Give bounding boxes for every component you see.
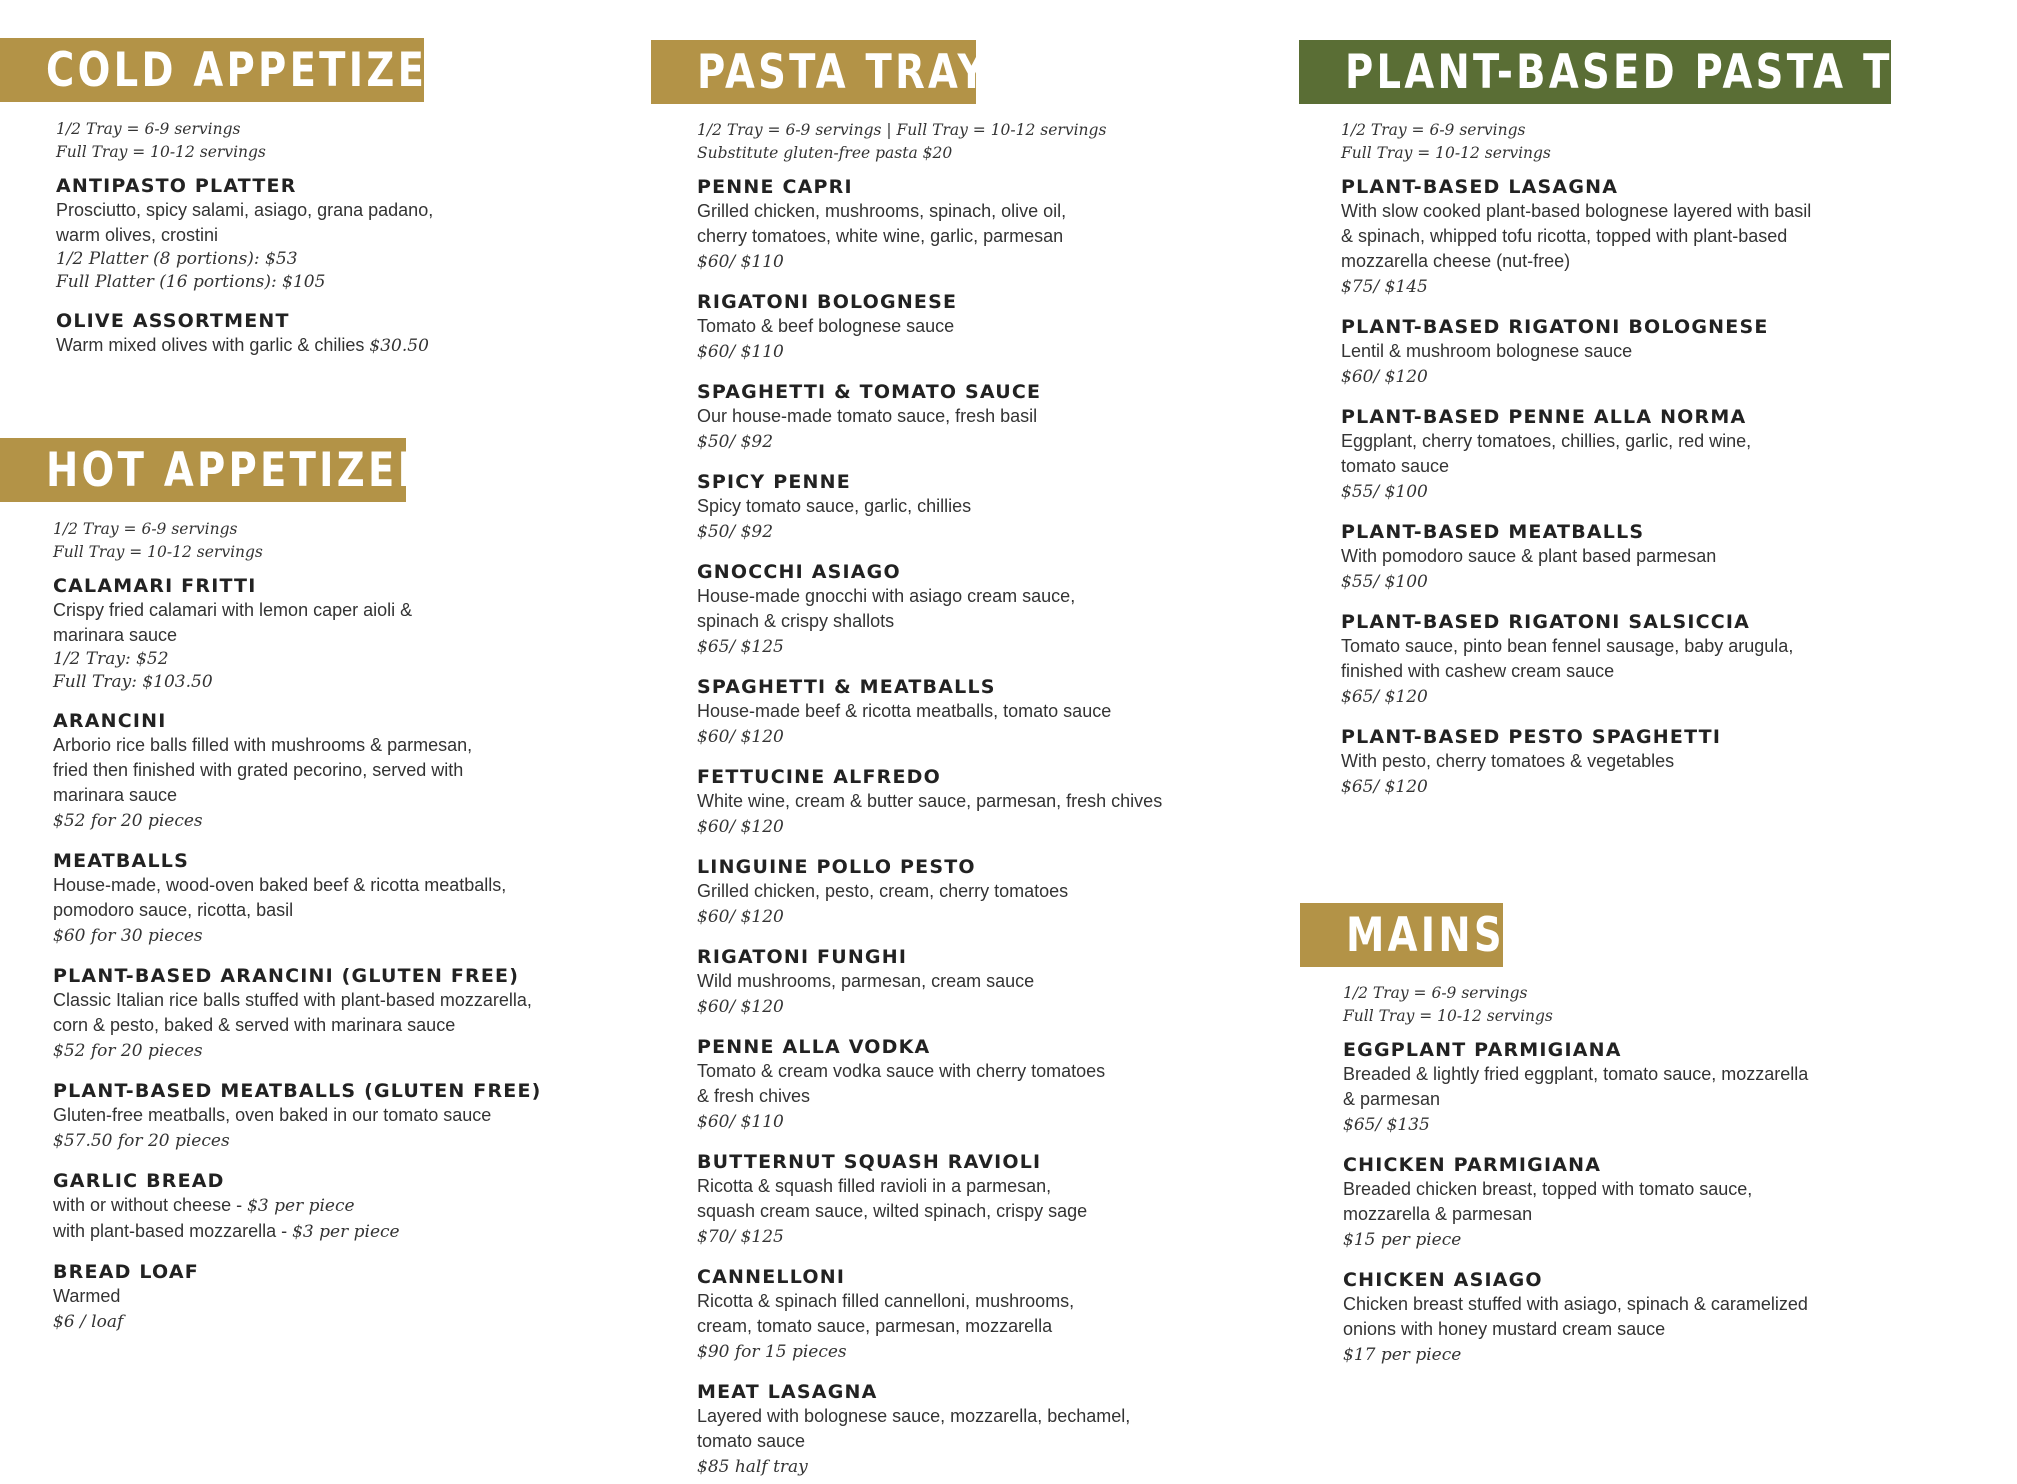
menu-item xyxy=(697,765,1297,840)
item-description: Warmed xyxy=(53,1286,121,1306)
item-price: $60/ $120 xyxy=(697,997,784,1017)
servings-note: 1/2 Tray = 6-9 servings | Full Tray = 10-12 servings xyxy=(697,121,1107,139)
menu-item xyxy=(1341,315,1901,390)
mains-section xyxy=(1343,982,1903,1368)
item-price: $3 per piece xyxy=(247,1196,355,1216)
item-price: $30.50 xyxy=(369,336,429,356)
item-description: Tomato & beef bolognese sauce xyxy=(697,316,955,336)
item-description: & fresh chives xyxy=(697,1086,811,1106)
item-name: PLANT-BASED PENNE ALLA NORMA xyxy=(1341,406,1747,428)
item-description: squash cream sauce, wilted spinach, crispy sage xyxy=(697,1201,1088,1221)
item-description: Gluten-free meatballs, oven baked in our tomato sauce xyxy=(53,1105,492,1125)
item-price: $60/ $120 xyxy=(697,727,784,747)
item-name: GNOCCHI ASIAGO xyxy=(697,561,901,583)
item-price: $65/ $120 xyxy=(1341,777,1428,797)
item-description: House-made gnocchi with asiago cream sauce, xyxy=(697,586,1076,606)
item-description: Spicy tomato sauce, garlic, chillies xyxy=(697,496,972,516)
item-description: corn & pesto, baked & served with marinara sauce xyxy=(53,1015,456,1035)
plant-based-pasta-trays-title: PLANT-BASED PASTA TRAYS xyxy=(1345,44,2017,100)
item-price: Full Tray: $103.50 xyxy=(53,672,213,692)
item-name: RIGATONI BOLOGNESE xyxy=(697,291,958,313)
item-description: Prosciutto, spicy salami, asiago, grana padano, xyxy=(56,200,434,220)
item-description-text: Warm mixed olives with garlic & chilies xyxy=(56,335,370,355)
servings-note: 1/2 Tray = 6-9 servings xyxy=(1341,121,1526,139)
item-name: CHICKEN ASIAGO xyxy=(1343,1269,1543,1291)
plant-based-pasta-trays-section xyxy=(1341,119,1901,800)
item-price: $60/ $120 xyxy=(1341,367,1428,387)
item-name: EGGPLANT PARMIGIANA xyxy=(1343,1039,1622,1061)
item-price: $65/ $125 xyxy=(697,637,784,657)
pasta-trays-title: PASTA TRAYS xyxy=(697,44,1020,100)
item-description: Breaded & lightly fried eggplant, tomato sauce, mozzarella xyxy=(1343,1064,1809,1084)
item-price: $60/ $110 xyxy=(697,342,784,362)
mains-banner xyxy=(1300,903,1503,967)
item-price: $55/ $100 xyxy=(1341,482,1428,502)
servings-note: Substitute gluten-free pasta $20 xyxy=(697,144,953,162)
item-description: finished with cashew cream sauce xyxy=(1341,661,1615,681)
item-description: cream, tomato sauce, parmesan, mozzarella xyxy=(697,1316,1053,1336)
item-description: With slow cooked plant-based bolognese layered with basil xyxy=(1341,201,1812,221)
item-description: Breaded chicken breast, topped with tomato sauce, xyxy=(1343,1179,1753,1199)
pasta-trays-banner xyxy=(651,40,1020,104)
menu-item xyxy=(697,380,1297,455)
menu-item xyxy=(1341,405,1901,505)
item-description: Grilled chicken, pesto, cream, cherry tomatoes xyxy=(697,881,1069,901)
menu-item xyxy=(56,309,596,359)
menu-item xyxy=(53,1260,613,1335)
menu-item xyxy=(56,174,596,294)
item-description: House-made beef & ricotta meatballs, tomato sauce xyxy=(697,701,1112,721)
menu-item xyxy=(697,675,1297,750)
menu-item xyxy=(697,1380,1297,1480)
item-description: Grilled chicken, mushrooms, spinach, olive oil, xyxy=(697,201,1067,221)
menu-item xyxy=(697,855,1297,930)
item-price: $52 for 20 pieces xyxy=(53,1041,203,1061)
servings-note: 1/2 Tray = 6-9 servings xyxy=(53,520,238,538)
item-description: & spinach, whipped tofu ricotta, topped with plant-based xyxy=(1341,226,1788,246)
item-option xyxy=(53,1193,613,1219)
item-price: $3 per piece xyxy=(292,1222,400,1242)
servings-note: Full Tray = 10-12 servings xyxy=(1343,1007,1553,1025)
menu-item xyxy=(53,1169,613,1245)
item-name: SPICY PENNE xyxy=(697,471,851,493)
item-description: House-made, wood-oven baked beef & ricotta meatballs, xyxy=(53,875,507,895)
item-description: Chicken breast stuffed with asiago, spinach & caramelized xyxy=(1343,1294,1808,1314)
item-price: $17 per piece xyxy=(1343,1345,1462,1365)
item-name: PENNE CAPRI xyxy=(697,176,853,198)
item-description: Layered with bolognese sauce, mozzarella, bechamel, xyxy=(697,1406,1131,1426)
item-name: PENNE ALLA VODKA xyxy=(697,1036,931,1058)
item-price: $52 for 20 pieces xyxy=(53,811,203,831)
item-price: $55/ $100 xyxy=(1341,572,1428,592)
item-name: PLANT-BASED MEATBALLS xyxy=(1341,521,1645,543)
servings-note: Full Tray = 10-12 servings xyxy=(56,143,266,161)
item-price: $75/ $145 xyxy=(1341,277,1428,297)
menu-item xyxy=(1343,1268,1903,1368)
item-name: PLANT-BASED LASAGNA xyxy=(1341,176,1619,198)
menu-item xyxy=(53,964,613,1064)
item-price: $90 for 15 pieces xyxy=(697,1342,847,1362)
item-description: White wine, cream & butter sauce, parmesan, fresh chives xyxy=(697,791,1163,811)
hot-appetizers-title: HOT APPETIZERS xyxy=(46,442,462,498)
cold-appetizers-banner xyxy=(0,38,492,102)
item-price: $6 / loaf xyxy=(53,1312,124,1332)
item-description: Tomato & cream vodka sauce with cherry tomatoes xyxy=(697,1061,1106,1081)
item-description: Ricotta & squash filled ravioli in a parmesan, xyxy=(697,1176,1052,1196)
item-description: Arborio rice balls filled with mushrooms & parmesan, xyxy=(53,735,473,755)
item-name: PLANT-BASED RIGATONI BOLOGNESE xyxy=(1341,316,1769,338)
item-description: marinara sauce xyxy=(53,785,178,805)
menu-item xyxy=(697,945,1297,1020)
item-description xyxy=(56,333,596,359)
pasta-trays-section xyxy=(697,119,1297,1480)
item-option-text: with or without cheese - xyxy=(53,1195,248,1215)
item-price: $60/ $120 xyxy=(697,907,784,927)
item-price: $50/ $92 xyxy=(697,432,774,452)
item-name: PLANT-BASED RIGATONI SALSICCIA xyxy=(1341,611,1751,633)
item-price: $60 for 30 pieces xyxy=(53,926,203,946)
menu-item xyxy=(697,560,1297,660)
item-price: $60/ $120 xyxy=(697,817,784,837)
item-price: $60/ $110 xyxy=(697,1112,784,1132)
menu-item xyxy=(697,290,1297,365)
menu-item xyxy=(1343,1038,1903,1138)
item-description: Tomato sauce, pinto bean fennel sausage, baby arugula, xyxy=(1341,636,1794,656)
item-name: ARANCINI xyxy=(53,710,167,732)
servings-note: 1/2 Tray = 6-9 servings xyxy=(56,120,241,138)
item-name: SPAGHETTI & TOMATO SAUCE xyxy=(697,381,1042,403)
menu-item xyxy=(1341,175,1901,300)
item-description: mozzarella cheese (nut-free) xyxy=(1341,251,1571,271)
item-price: $65/ $135 xyxy=(1343,1115,1430,1135)
item-price: $60/ $110 xyxy=(697,252,784,272)
menu-item xyxy=(697,470,1297,545)
item-name: MEATBALLS xyxy=(53,850,189,872)
item-name: GARLIC BREAD xyxy=(53,1170,225,1192)
item-price: 1/2 Platter (8 portions): $53 xyxy=(56,249,298,269)
item-name: BUTTERNUT SQUASH RAVIOLI xyxy=(697,1151,1042,1173)
servings-note: Full Tray = 10-12 servings xyxy=(53,543,263,561)
hot-appetizers-section xyxy=(53,518,613,1335)
plant-based-pasta-trays-banner xyxy=(1299,40,2017,104)
item-name: BREAD LOAF xyxy=(53,1261,199,1283)
menu-item xyxy=(53,709,613,834)
menu-item xyxy=(1341,610,1901,710)
menu-item xyxy=(697,1035,1297,1135)
item-description: Our house-made tomato sauce, fresh basil xyxy=(697,406,1038,426)
hot-appetizers-banner xyxy=(0,438,462,502)
item-name: ANTIPASTO PLATTER xyxy=(56,175,297,197)
item-description: mozzarella & parmesan xyxy=(1343,1204,1533,1224)
item-price: $85 half tray xyxy=(697,1457,808,1477)
item-name: FETTUCINE ALFREDO xyxy=(697,766,941,788)
item-name: CALAMARI FRITTI xyxy=(53,575,257,597)
menu-item xyxy=(53,574,613,694)
menu-item xyxy=(1343,1153,1903,1253)
menu-item xyxy=(697,1265,1297,1365)
item-option xyxy=(53,1219,613,1245)
menu-item xyxy=(697,1150,1297,1250)
item-description: Classic Italian rice balls stuffed with plant-based mozzarella, xyxy=(53,990,532,1010)
item-description: spinach & crispy shallots xyxy=(697,611,895,631)
menu-item xyxy=(1341,725,1901,800)
item-name: SPAGHETTI & MEATBALLS xyxy=(697,676,996,698)
item-price: $50/ $92 xyxy=(697,522,774,542)
servings-note: 1/2 Tray = 6-9 servings xyxy=(1343,984,1528,1002)
item-description: cherry tomatoes, white wine, garlic, parmesan xyxy=(697,226,1064,246)
item-name: CHICKEN PARMIGIANA xyxy=(1343,1154,1602,1176)
item-description: & parmesan xyxy=(1343,1089,1441,1109)
item-description: Crispy fried calamari with lemon caper aioli & xyxy=(53,600,413,620)
item-price: Full Platter (16 portions): $105 xyxy=(56,272,326,292)
item-description: onions with honey mustard cream sauce xyxy=(1343,1319,1666,1339)
item-description: With pomodoro sauce & plant based parmesan xyxy=(1341,546,1717,566)
item-price: $15 per piece xyxy=(1343,1230,1462,1250)
item-name: PLANT-BASED PESTO SPAGHETTI xyxy=(1341,726,1722,748)
item-name: RIGATONI FUNGHI xyxy=(697,946,908,968)
item-description: fried then finished with grated pecorino, served with xyxy=(53,760,464,780)
item-description: Wild mushrooms, parmesan, cream sauce xyxy=(697,971,1035,991)
item-description: tomato sauce xyxy=(1341,456,1450,476)
item-description: Lentil & mushroom bolognese sauce xyxy=(1341,341,1633,361)
item-name: MEAT LASAGNA xyxy=(697,1381,878,1403)
item-description: warm olives, crostini xyxy=(56,225,219,245)
item-name: LINGUINE POLLO PESTO xyxy=(697,856,976,878)
item-name: PLANT-BASED ARANCINI (GLUTEN FREE) xyxy=(53,965,520,987)
item-option-text: with plant-based mozzarella - xyxy=(53,1221,293,1241)
item-name: PLANT-BASED MEATBALLS (GLUTEN FREE) xyxy=(53,1080,542,1102)
item-description: Ricotta & spinach filled cannelloni, mushrooms, xyxy=(697,1291,1075,1311)
item-price: $57.50 for 20 pieces xyxy=(53,1131,230,1151)
menu-item xyxy=(1341,520,1901,595)
item-name: CANNELLONI xyxy=(697,1266,846,1288)
item-description: tomato sauce xyxy=(697,1431,806,1451)
item-description: With pesto, cherry tomatoes & vegetables xyxy=(1341,751,1675,771)
cold-appetizers-section xyxy=(56,118,596,359)
menu-item xyxy=(53,849,613,949)
menu-item xyxy=(53,1079,613,1154)
menu-item xyxy=(697,175,1297,275)
item-description: pomodoro sauce, ricotta, basil xyxy=(53,900,294,920)
item-description: Eggplant, cherry tomatoes, chillies, garlic, red wine, xyxy=(1341,431,1752,451)
item-price: 1/2 Tray: $52 xyxy=(53,649,169,669)
item-price: $65/ $120 xyxy=(1341,687,1428,707)
servings-note: Full Tray = 10-12 servings xyxy=(1341,144,1551,162)
mains-title: MAINS xyxy=(1346,907,1505,963)
item-name: OLIVE ASSORTMENT xyxy=(56,310,290,332)
cold-appetizers-title: COLD APPETIZERS xyxy=(46,42,492,98)
item-description: marinara sauce xyxy=(53,625,178,645)
item-price: $70/ $125 xyxy=(697,1227,784,1247)
